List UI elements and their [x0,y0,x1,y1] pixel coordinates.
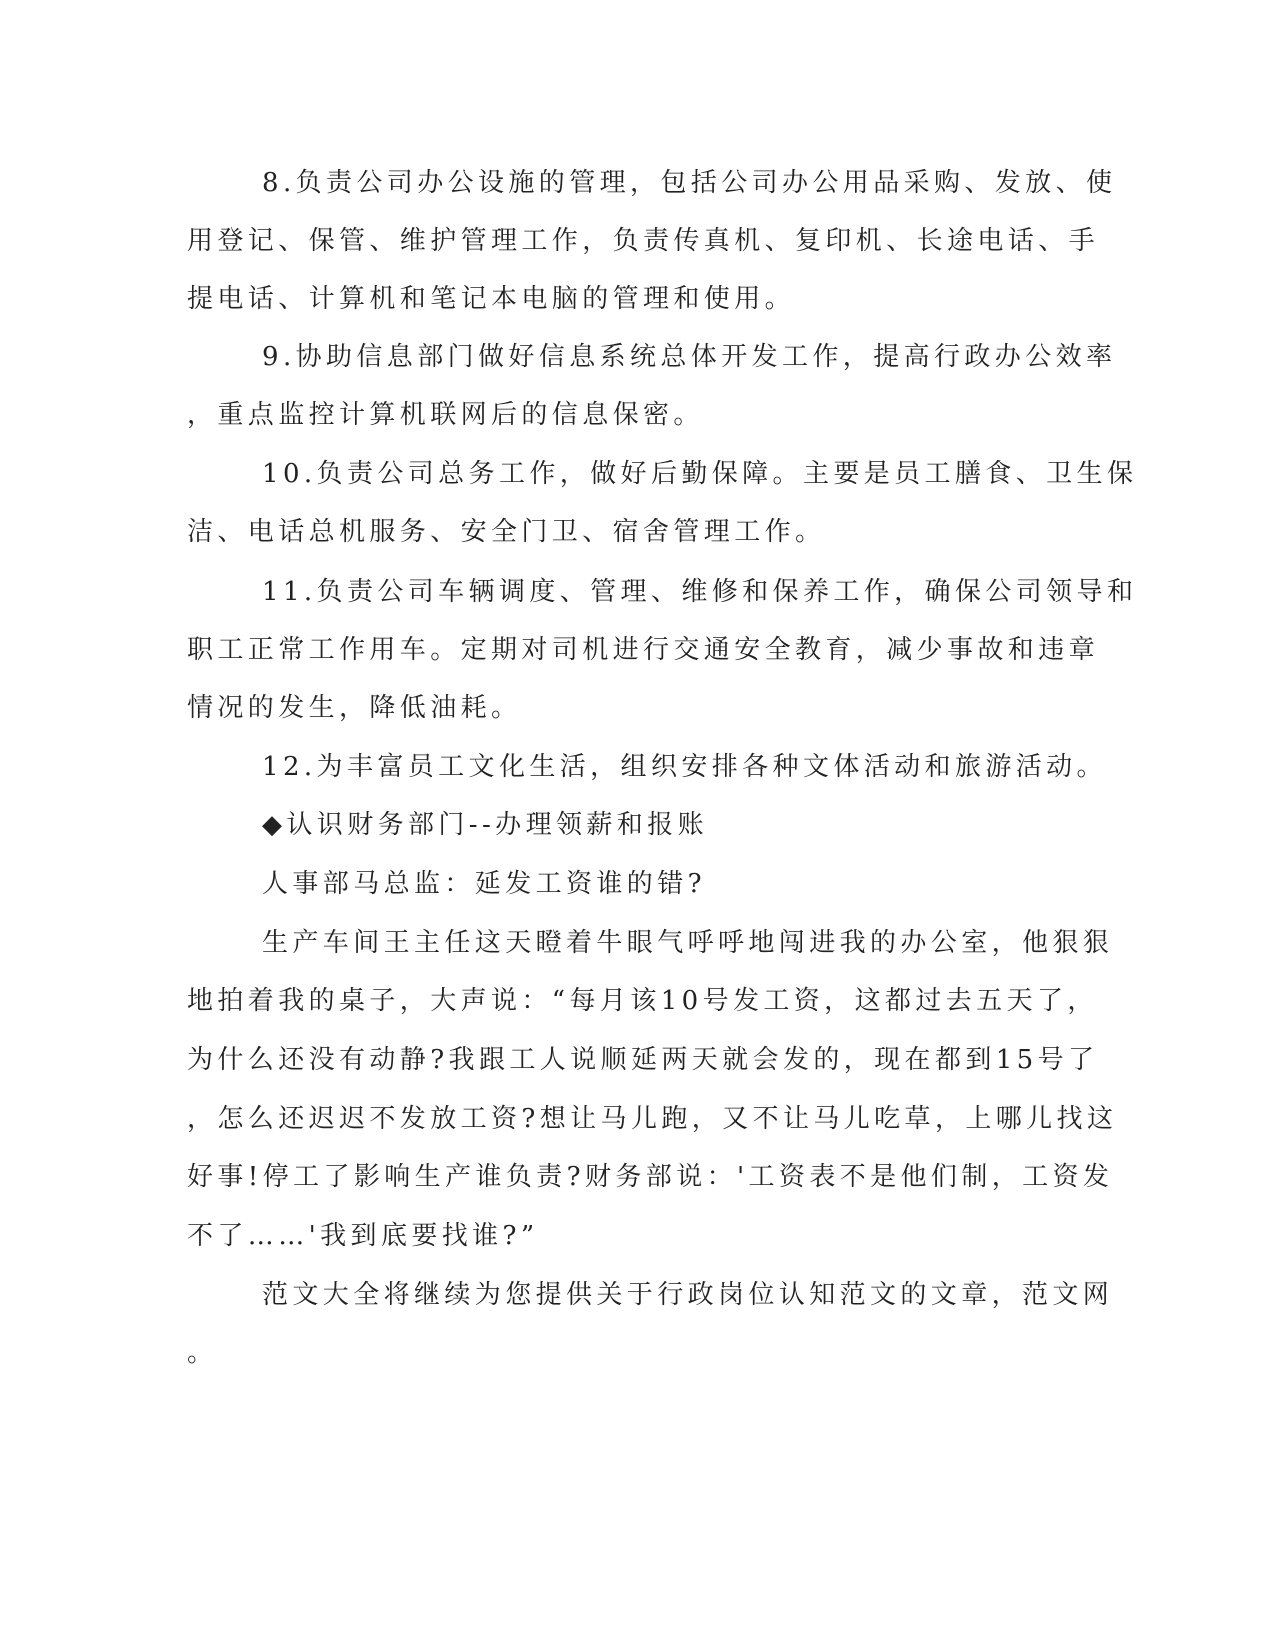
paragraph-11-line-1: 11.负责公司车辆调度、管理、维修和保养工作，确保公司领导和 [262,577,1138,607]
paragraph-8-line-1: 8.负责公司办公设施的管理，包括公司办公用品采购、发放、使 [262,168,1117,198]
story-line-5: 好事!停工了影响生产谁负责?财务部说：'工资表不是他们制，工资发 [187,1162,1114,1192]
paragraph-8-line-3: 提电话、计算机和笔记本电脑的管理和使用。 [187,284,796,314]
story-line-4: ，怎么还迟迟不发放工资?想让马儿跑，又不让马儿吃草，上哪儿找这 [187,1104,1118,1134]
paragraph-11-line-2: 职工正常工作用车。定期对司机进行交通安全教育，减少事故和违章 [187,635,1100,665]
story-line-3: 为什么还没有动静?我跟工人说顺延两天就会发的，现在都到15号了 [187,1045,1099,1075]
paragraph-8-line-2: 用登记、保管、维护管理工作，负责传真机、复印机、长途电话、手 [187,226,1100,256]
subheading: 人事部马总监：延发工资谁的错? [262,869,706,899]
paragraph-10-line-1: 10.负责公司总务工作，做好后勤保障。主要是员工膳食、卫生保 [262,459,1138,489]
closing-line-2: 。 [187,1338,218,1368]
paragraph-9-line-1: 9.协助信息部门做好信息系统总体开发工作，提高行政办公效率 [262,342,1117,372]
paragraph-11-line-3: 情况的发生，降低油耗。 [187,693,522,723]
paragraph-9-line-2: ，重点监控计算机联网后的信息保密。 [187,400,704,430]
paragraph-10-line-2: 洁、电话总机服务、安全门卫、宿舍管理工作。 [187,517,826,547]
paragraph-12-line-1: 12.为丰富员工文化生活，组织安排各种文体活动和旅游活动。 [262,752,1107,782]
section-heading: ◆认识财务部门--办理领薪和报账 [262,810,708,840]
story-line-1: 生产车间王主任这天瞪着牛眼气呼呼地闯进我的办公室，他狠狠 [262,928,1114,958]
story-line-6: 不了……'我到底要找谁?” [187,1221,539,1251]
story-line-2: 地拍着我的桌子，大声说：“每月该10号发工资，这都过去五天了， [187,986,1098,1016]
closing-line-1: 范文大全将继续为您提供关于行政岗位认知范文的文章，范文网 [262,1280,1114,1310]
